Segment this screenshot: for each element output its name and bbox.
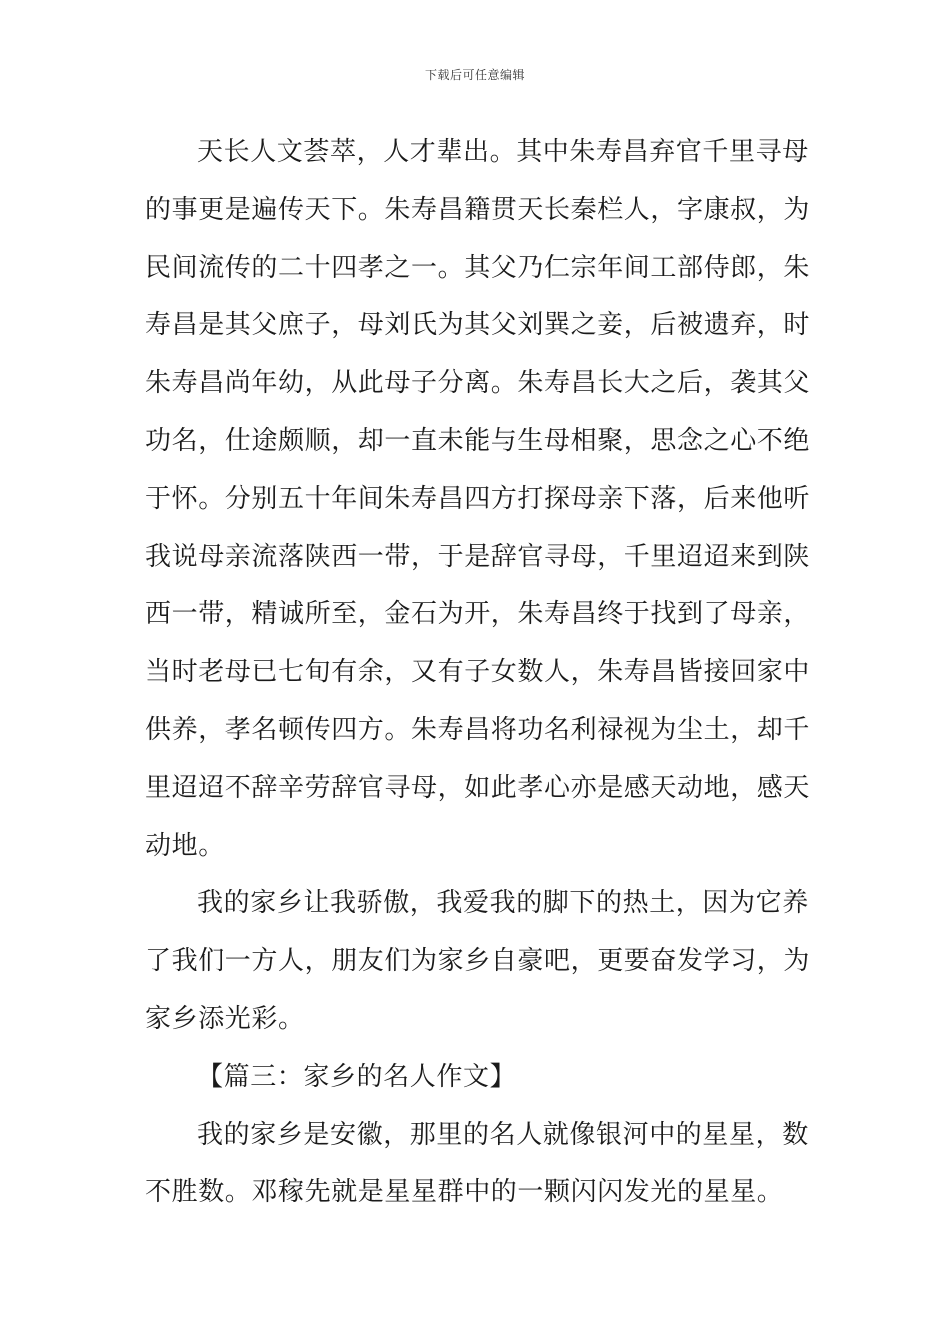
paragraph-line: 当时老母已七旬有余，又有子女数人，朱寿昌皆接回家中	[145, 657, 811, 688]
paragraph-line: 我的家乡让我骄傲，我爱我的脚下的热土，因为它养	[197, 888, 809, 919]
paragraph-line: 了我们一方人，朋友们为家乡自豪吧，更要奋发学习，为	[145, 946, 811, 977]
header-note: 下载后可任意编辑	[424, 68, 525, 82]
paragraph-line: 西一带，精诚所至，金石为开，朱寿昌终于找到了母亲，	[145, 599, 811, 630]
section-heading: 【篇三：家乡的名人作文】	[197, 1061, 517, 1092]
document-body	[145, 124, 810, 1222]
paragraph-line: 寿昌是其父庶子，母刘氏为其父刘巽之妾，后被遗弃，时	[145, 310, 811, 341]
paragraph-line: 不胜数。邓稼先就是星星群中的一颗闪闪发光的星星。	[145, 1177, 784, 1208]
paragraph-line: 里迢迢不辞辛劳辞官寻母，如此孝心亦是感天动地，感天	[145, 772, 811, 803]
paragraph-line: 于怀。分别五十年间朱寿昌四方打探母亲下落，后来他听	[145, 483, 811, 514]
paragraph-line: 动地。	[145, 830, 225, 861]
paragraph-line: 的事更是遍传天下。朱寿昌籍贯天长秦栏人，字康叔，为	[145, 194, 811, 225]
paragraph-line: 我说母亲流落陕西一带，于是辞官寻母，千里迢迢来到陕	[145, 541, 811, 572]
paragraph-line: 朱寿昌尚年幼，从此母子分离。朱寿昌长大之后，袭其父	[145, 368, 811, 399]
paragraph-line: 我的家乡是安徽，那里的名人就像银河中的星星，数	[197, 1119, 809, 1150]
paragraph-line: 功名，仕途颇顺，却一直未能与生母相聚，思念之心不绝	[145, 425, 811, 456]
paragraph-line: 民间流传的二十四孝之一。其父乃仁宗年间工部侍郎，朱	[145, 252, 811, 283]
paragraph-line: 天长人文荟萃，人才辈出。其中朱寿昌弃官千里寻母	[197, 137, 809, 167]
paragraph-line: 供养，孝名顿传四方。朱寿昌将功名利禄视为尘土，却千	[145, 714, 811, 745]
paragraph-line: 家乡添光彩。	[145, 1003, 305, 1034]
